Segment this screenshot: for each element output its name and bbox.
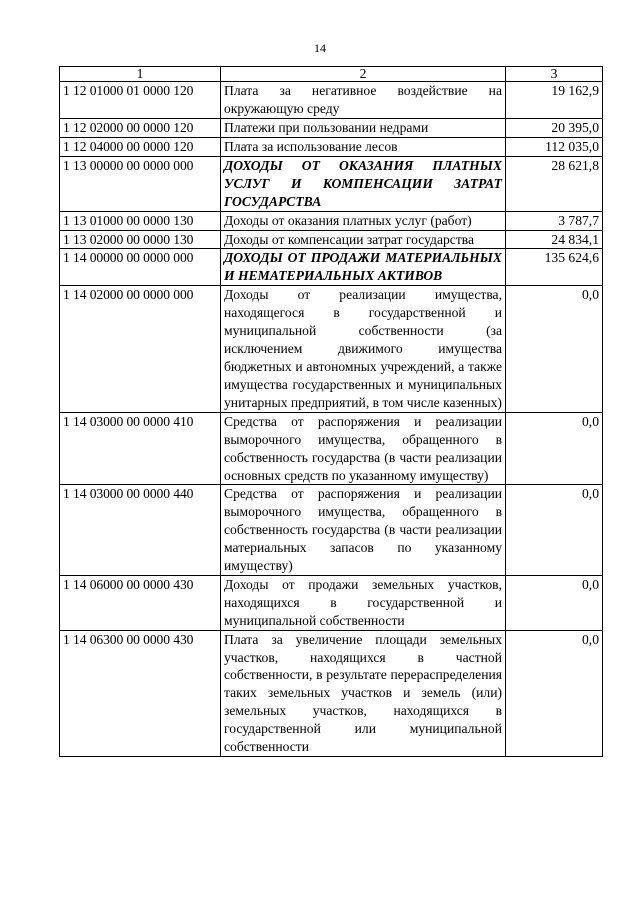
row-name: Доходы от оказания платных услуг (работ): [221, 211, 506, 230]
table-row: [60, 286, 603, 412]
row-name: Доходы от компенсации затрат государства: [221, 230, 506, 249]
row-amount: 19 162,9: [506, 82, 603, 119]
row-amount: 24 834,1: [506, 230, 603, 249]
row-code: 1 14 06000 00 0000 430: [60, 575, 221, 630]
row-name: Плата за негативное воздействие на окружающую среду: [221, 82, 506, 119]
row-code: 1 12 01000 01 0000 120: [60, 82, 221, 119]
row-amount: 28 621,8: [506, 156, 603, 211]
table-row: [60, 118, 603, 137]
row-name: Плата за использование лесов: [221, 137, 506, 156]
revenue-table: [59, 66, 603, 757]
row-code: 1 12 04000 00 0000 120: [60, 137, 221, 156]
row-name: Средства от распоряжения и реализации выморочного имущества, обращенного в собственность государства (в части реализации материальных запасов по указанному имуществу): [221, 485, 506, 576]
row-name: Плата за увеличение площади земельных участков, находящихся в частной собственности, в результате перераспределения таких земельных участков и земель (или) земельных участков, находящихся в государственной или муниципальной собственности: [221, 630, 506, 756]
table-row: [60, 630, 603, 756]
row-amount: 0,0: [506, 485, 603, 576]
row-code: 1 14 02000 00 0000 000: [60, 286, 221, 412]
row-amount: 3 787,7: [506, 211, 603, 230]
table-row: [60, 412, 603, 485]
row-amount: 112 035,0: [506, 137, 603, 156]
row-code: 1 14 00000 00 0000 000: [60, 249, 221, 286]
row-name: Доходы от реализации имущества, находящегося в государственной и муниципальной собственности (за исключением движимого имущества бюджетных и автономных учреждений, а также имущества государственных и муниципальных унитарных предприятий, в том числе казенных): [221, 286, 506, 412]
row-amount: 0,0: [506, 286, 603, 412]
row-name: Средства от распоряжения и реализации выморочного имущества, обращенного в собственность государства (в части реализации основных средств по указанному имуществу): [221, 412, 506, 485]
table-header: [60, 67, 603, 82]
table-row: [60, 485, 603, 576]
row-code: 1 13 00000 00 0000 000: [60, 156, 221, 211]
table-row-section: [60, 249, 603, 286]
row-name: Платежи при пользовании недрами: [221, 118, 506, 137]
table-body: [60, 82, 603, 757]
row-code: 1 13 02000 00 0000 130: [60, 230, 221, 249]
row-code: 1 14 06300 00 0000 430: [60, 630, 221, 756]
row-name: Доходы от продажи земельных участков, находящихся в государственной и муниципальной собственности: [221, 575, 506, 630]
row-code: 1 14 03000 00 0000 410: [60, 412, 221, 485]
row-name-section-heading: ДОХОДЫ ОТ ПРОДАЖИ МАТЕРИАЛЬНЫХ И НЕМАТЕРИАЛЬНЫХ АКТИВОВ: [221, 249, 506, 286]
row-code: 1 13 01000 00 0000 130: [60, 211, 221, 230]
row-amount: 135 624,6: [506, 249, 603, 286]
table-row: [60, 82, 603, 119]
row-amount: 0,0: [506, 412, 603, 485]
column-header-name: 2: [221, 67, 506, 82]
row-code: 1 14 03000 00 0000 440: [60, 485, 221, 576]
column-header-code: 1: [60, 67, 221, 82]
row-name-section-heading: ДОХОДЫ ОТ ОКАЗАНИЯ ПЛАТНЫХ УСЛУГ И КОМПЕНСАЦИИ ЗАТРАТ ГОСУДАРСТВА: [221, 156, 506, 211]
table-row: [60, 211, 603, 230]
table-row: [60, 575, 603, 630]
page-number: 14: [314, 41, 326, 55]
column-header-amount: 3: [506, 67, 603, 82]
row-amount: 0,0: [506, 630, 603, 756]
row-amount: 0,0: [506, 575, 603, 630]
header-row: [60, 67, 603, 82]
table-row: [60, 230, 603, 249]
row-code: 1 12 02000 00 0000 120: [60, 118, 221, 137]
table-row-section: [60, 156, 603, 211]
table-row: [60, 137, 603, 156]
row-amount: 20 395,0: [506, 118, 603, 137]
